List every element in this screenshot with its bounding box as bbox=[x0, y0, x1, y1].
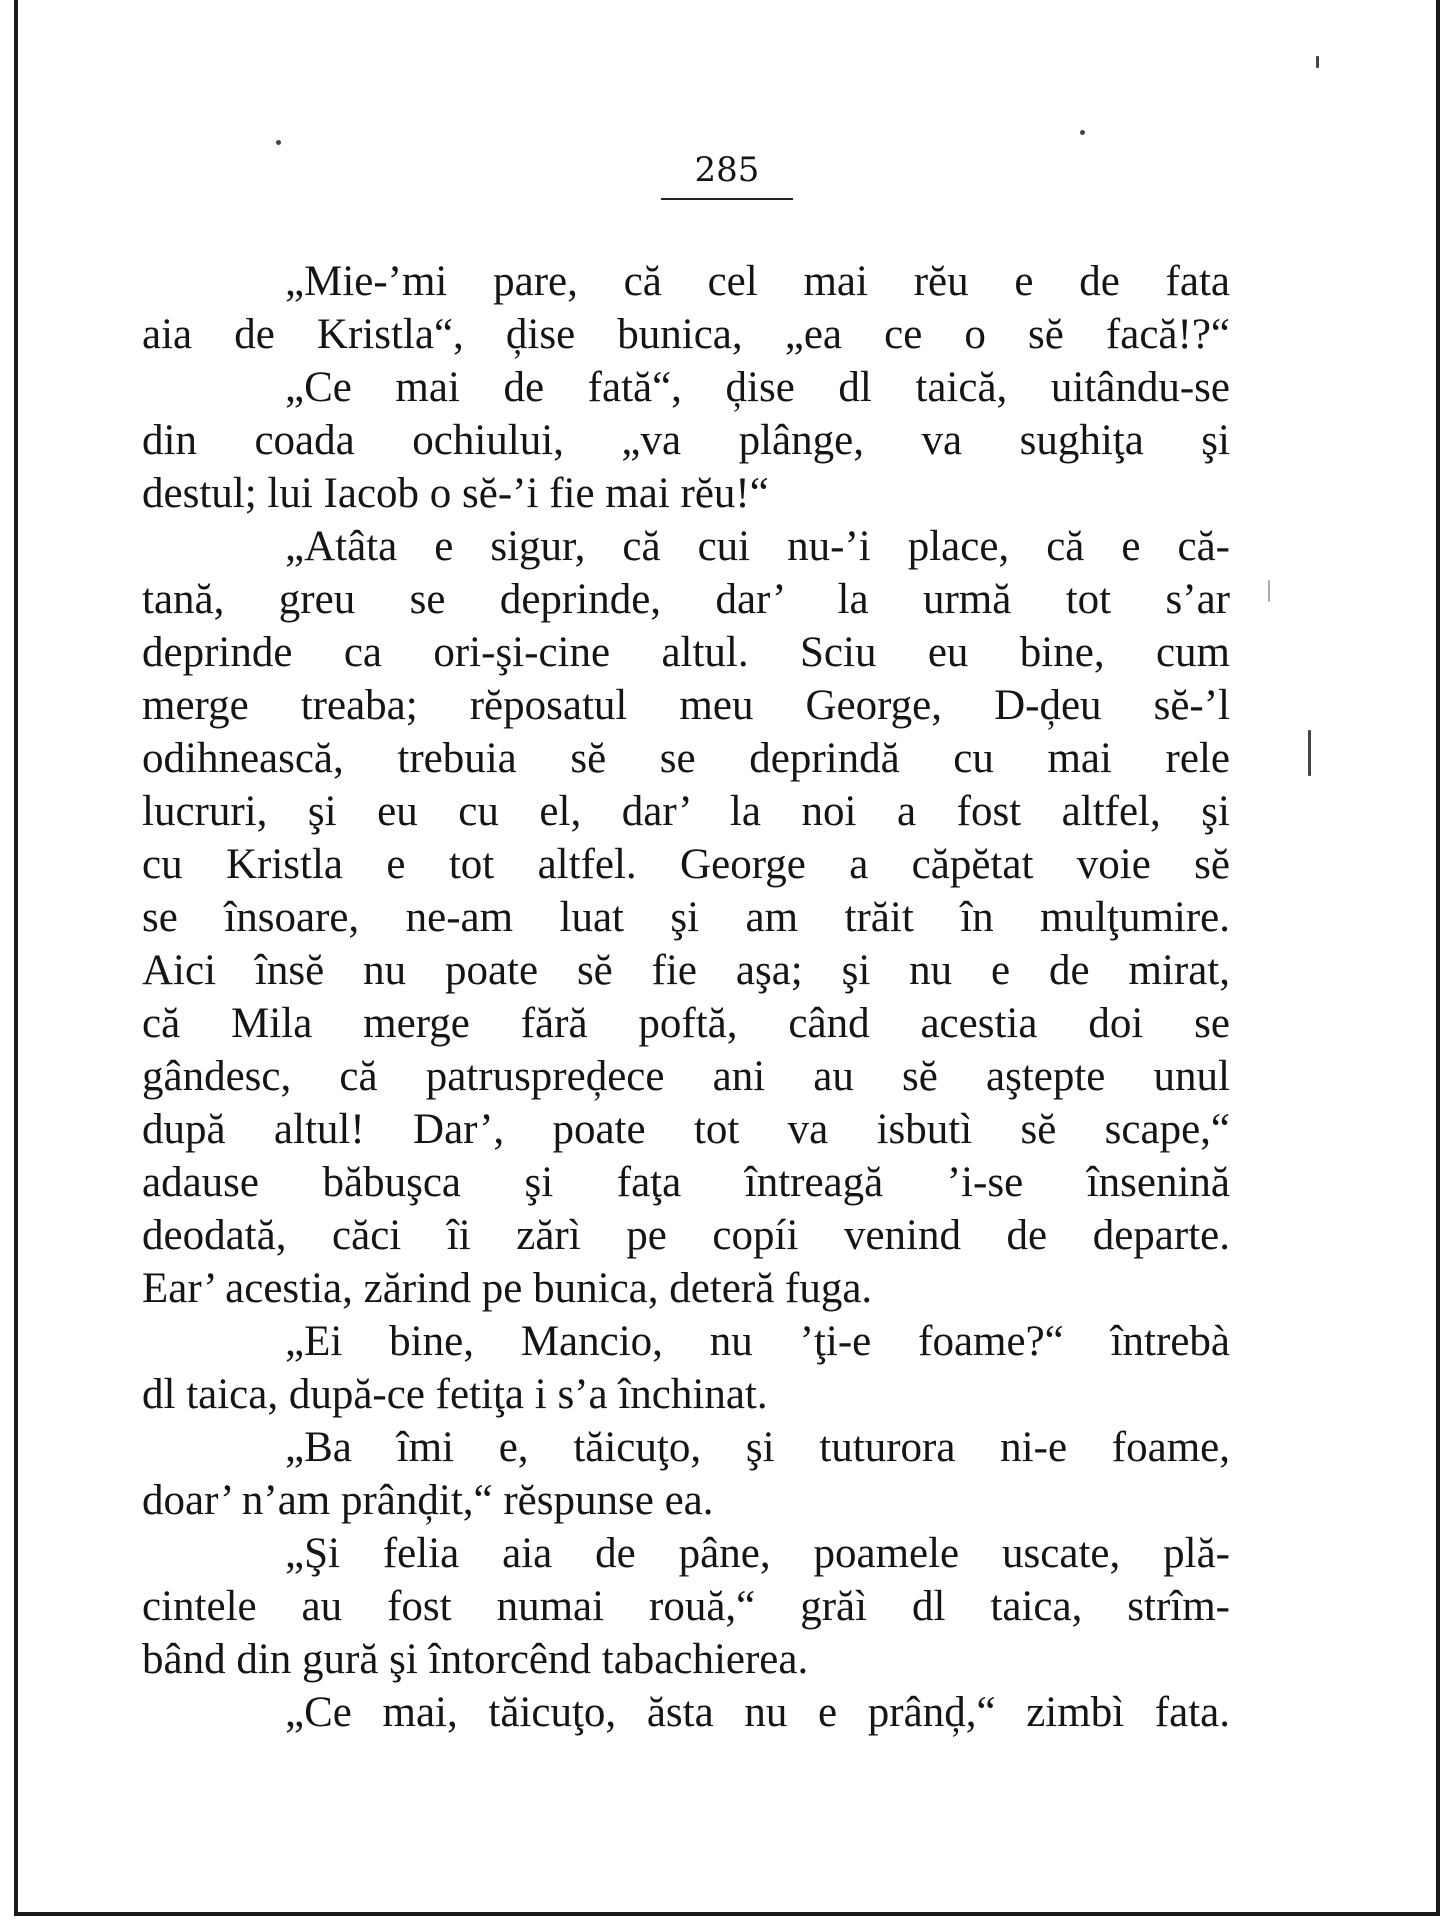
text-line: dl taica, după-ce fetiţa i s’a închinat. bbox=[142, 1371, 768, 1418]
page-number: 285 bbox=[661, 150, 794, 200]
text-line: „Mie-’mi pare, că cel mai rĕu e de fata bbox=[285, 258, 1230, 305]
text-line: Aici însĕ nu poate sĕ fie aşa; şi nu e de mirat, bbox=[142, 947, 1230, 994]
text-line: aia de Kristla“, ḑise bunica, „ea ce o sĕ facă!?“ bbox=[142, 311, 1230, 358]
text-line: Ear’ acestia, zărind pe bunica, deteră fuga. bbox=[142, 1265, 873, 1312]
text-line: cintele au fost numai rouă,“ grăì dl taica, strîm- bbox=[142, 1583, 1230, 1630]
text-line: bând din gură şi întorcênd tabachierea. bbox=[142, 1636, 809, 1683]
body-text bbox=[142, 255, 1230, 1739]
text-line: doar’ n’am prânḑit,“ rĕspunse ea. bbox=[142, 1477, 714, 1524]
page-header bbox=[18, 150, 1436, 200]
text-line: se însoare, ne-am luat şi am trăit în mulţumire. bbox=[142, 894, 1230, 941]
book-page bbox=[14, 0, 1440, 1916]
text-line: că Mila merge fără poftă, când acestia doi se bbox=[142, 1000, 1230, 1047]
text-line: merge treaba; rĕposatul meu George, D-ḑeu sĕ-’l bbox=[142, 682, 1230, 729]
text-line: „Ce mai de fată“, ḑise dl taică, uitându-se bbox=[285, 364, 1230, 411]
print-speck bbox=[276, 140, 281, 145]
text-line: odihnească, trebuia sĕ se deprindă cu mai rele bbox=[142, 735, 1230, 782]
text-line: cu Kristla e tot altfel. George a căpĕtat voie sĕ bbox=[142, 841, 1230, 888]
print-speck bbox=[1308, 730, 1311, 776]
text-line: „Ei bine, Mancio, nu ’ţi-e foame?“ întrebà bbox=[285, 1318, 1230, 1365]
text-line: după altul! Dar’, poate tot va isbutì sĕ scape,“ bbox=[142, 1106, 1230, 1153]
text-line: destul; lui Iacob o sĕ-’i fie mai rĕu!“ bbox=[142, 470, 769, 517]
text-line: „Şi felia aia de pâne, poamele uscate, plă- bbox=[285, 1530, 1230, 1577]
text-line: „Atâta e sigur, că cui nu-’i place, că e că- bbox=[285, 523, 1230, 570]
print-speck bbox=[1268, 580, 1270, 602]
print-speck bbox=[1080, 130, 1085, 135]
text-line: adause băbuşca şi faţa întreagă ’i-se însenină bbox=[142, 1159, 1230, 1206]
text-line: gândesc, că patrusprеḑece ani au sĕ aştepte unul bbox=[142, 1053, 1230, 1100]
text-line: deprinde ca ori-şi-cine altul. Sciu eu bine, cum bbox=[142, 629, 1230, 676]
text-line: lucruri, şi eu cu el, dar’ la noi a fost altfel, şi bbox=[142, 788, 1230, 835]
print-speck bbox=[1316, 56, 1319, 68]
text-line: tană, greu se deprinde, dar’ la urmă tot s’ar bbox=[142, 576, 1230, 623]
text-line: „Ba îmi e, tăicuţo, şi tuturora ni-e foame, bbox=[285, 1424, 1230, 1471]
text-line: „Ce mai, tăicuţo, ăsta nu e prânḑ,“ zimbì fata. bbox=[285, 1689, 1230, 1736]
text-line: deodată, căci îi zărì pe copíi venind de departe. bbox=[142, 1212, 1230, 1259]
text-line: din coada ochiului, „va plânge, va sughiţa şi bbox=[142, 417, 1230, 464]
